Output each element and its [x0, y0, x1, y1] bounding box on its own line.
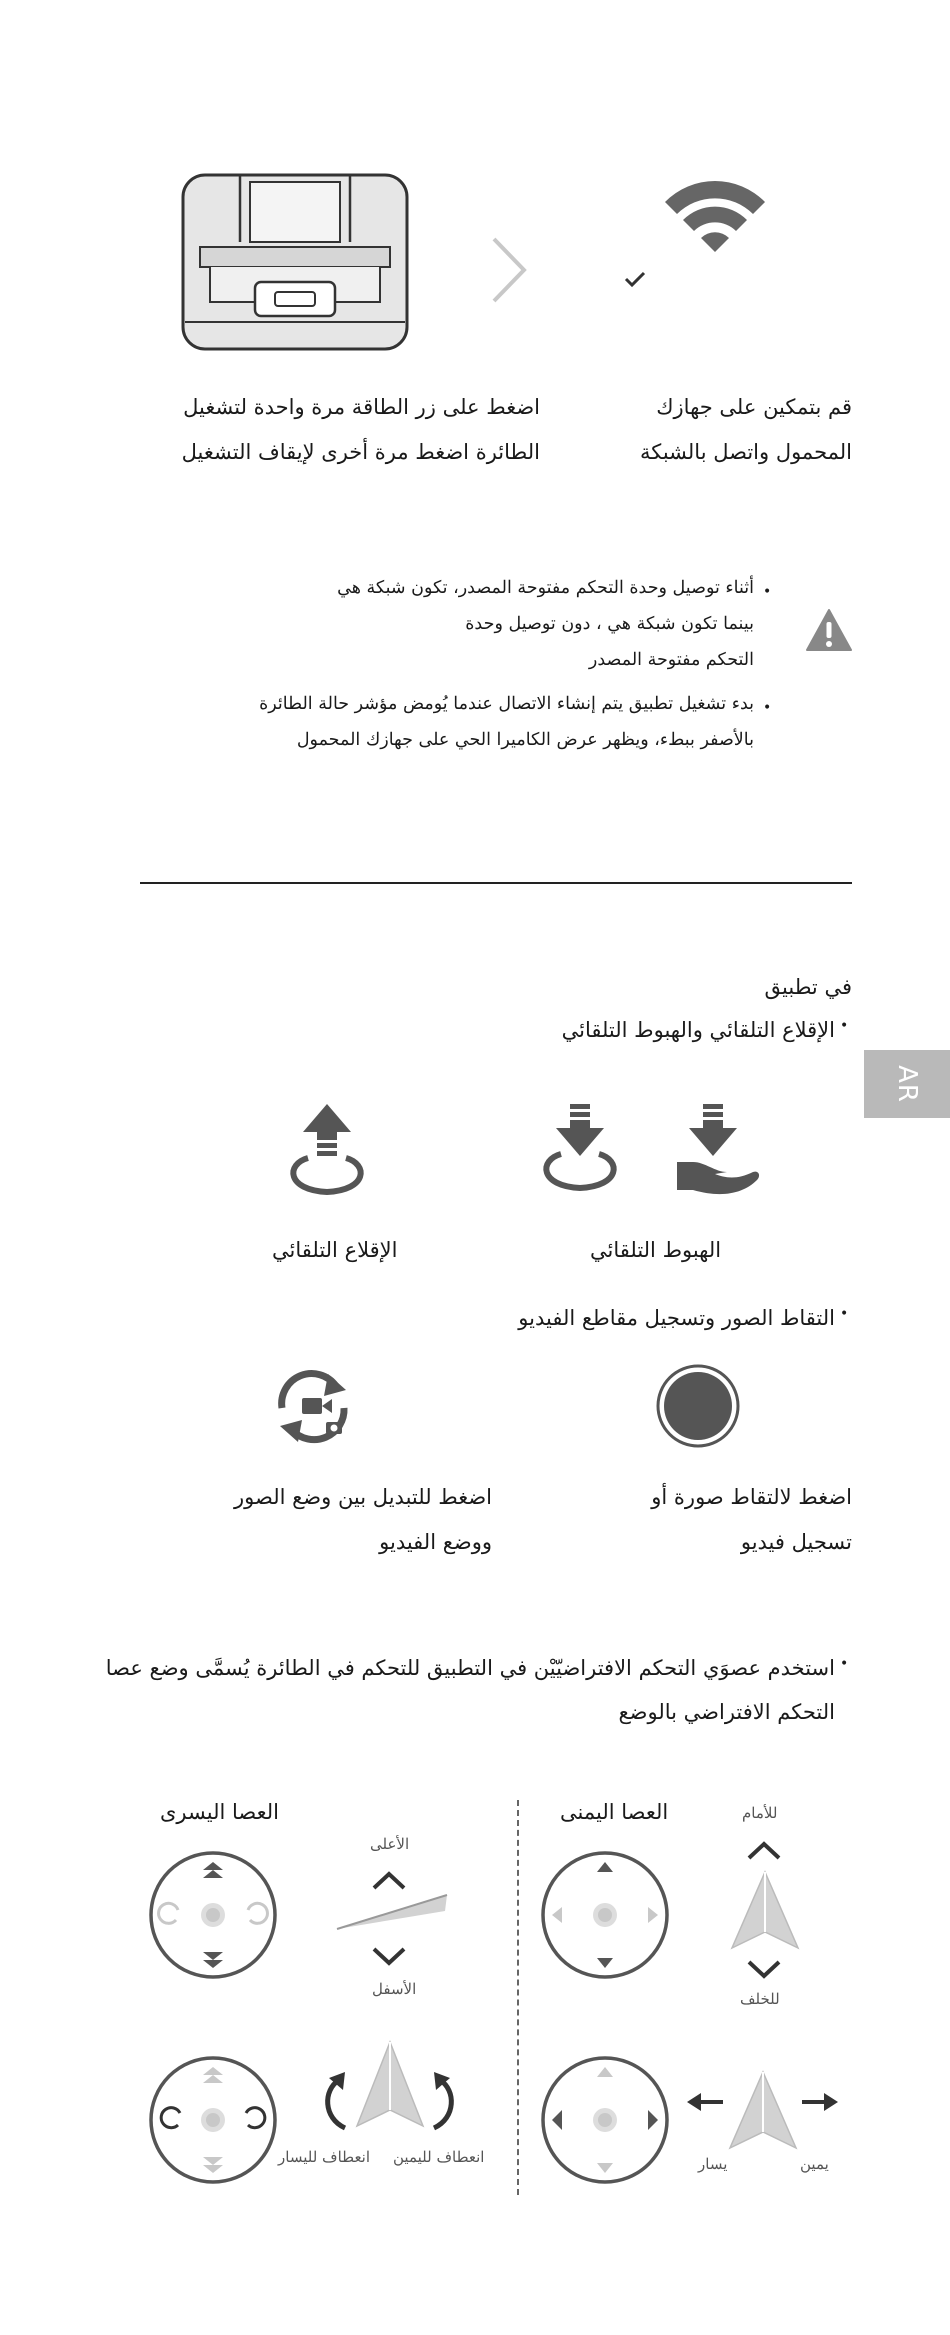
bullet-dot: •	[763, 700, 772, 716]
turn-left-arrow-icon	[315, 2070, 351, 2130]
landing-label: الهبوط التلقائي	[590, 1238, 722, 1262]
note2-line2: بالأصفر ببطء، ويظهر عرض الكاميرا الحي على جهازك المحمول	[296, 730, 754, 750]
forward-chevron-icon	[745, 1838, 783, 1862]
right-stick-title: العصا اليمنى	[560, 1800, 669, 1824]
note2-line1: بدء تشغيل تطبيق يتم إنشاء الاتصال عندما يُومض مؤشر حالة الطائرة	[259, 694, 754, 714]
turn-left-label: انعطاف لليسار	[278, 2148, 371, 2166]
wifi-icon	[660, 172, 770, 252]
step-one-caption-line2: المحمول واتصل بالشبكة	[639, 440, 852, 464]
shutter-caption-line2: تسجيل فيديو	[740, 1530, 852, 1554]
up-chevron-icon	[370, 1868, 408, 1892]
right-label: يمين	[800, 2155, 829, 2173]
shutter-button-icon[interactable]	[656, 1364, 740, 1448]
note1-line2: بينما تكون شبكة هي ، دون توصيل وحدة	[465, 614, 754, 634]
down-chevron-icon	[370, 1945, 408, 1969]
up-label: الأعلى	[370, 1835, 410, 1853]
chevron-right-icon	[490, 235, 530, 305]
left-stick-yaw-joystick[interactable]	[148, 2055, 278, 2185]
down-label: الأسفل	[372, 1980, 417, 1998]
bullet-dot: •	[763, 584, 772, 600]
shutter-caption-line1: اضغط لالتقاط صورة أو	[651, 1485, 852, 1509]
bullet-takeoff-landing: الإقلاع التلقائي والهبوط التلقائي	[561, 1018, 835, 1042]
aircraft-forward-icon	[730, 1870, 800, 1950]
bullet-dot: •	[840, 1656, 849, 1672]
bullet-sticks-line1: استخدم عصوَي التحكم الافتراضيّيْن في التطبيق للتحكم في الطائرة يُسمَّى وضع عصا	[105, 1656, 835, 1680]
backward-chevron-icon	[745, 1958, 783, 1982]
forward-label: للأمام	[742, 1804, 778, 1822]
section-divider	[140, 882, 852, 884]
bullet-capture: التقاط الصور وتسجيل مقاطع الفيديو	[518, 1306, 835, 1330]
aircraft-side-icon	[335, 1893, 450, 1933]
right-arrow-icon	[800, 2090, 840, 2114]
bullet-dot: •	[840, 1306, 849, 1322]
aircraft-yaw-icon	[355, 2040, 425, 2130]
switch-caption-line2: ووضع الفيديو	[379, 1530, 492, 1554]
left-stick-throttle-joystick[interactable]	[148, 1850, 278, 1980]
auto-takeoff-icon[interactable]	[282, 1102, 372, 1202]
takeoff-label: الإقلاع التلقائي	[272, 1238, 398, 1262]
turn-right-label: انعطاف لليمين	[393, 2148, 485, 2166]
hand-landing-icon[interactable]	[675, 1102, 765, 1202]
right-stick-roll-joystick[interactable]	[540, 2055, 670, 2185]
aircraft-power-button-illustration	[180, 172, 410, 352]
app-heading: في تطبيق	[764, 975, 852, 999]
left-label: يسار	[698, 2155, 728, 2173]
note1-line3: التحكم مفتوحة المصدر	[588, 650, 754, 670]
warning-icon	[805, 608, 853, 652]
right-stick-pitch-joystick[interactable]	[540, 1850, 670, 1980]
bullet-dot: •	[840, 1018, 849, 1034]
center-dashed-divider	[517, 1800, 519, 2195]
bullet-sticks-line2: التحكم الافتراضي بالوضع	[618, 1700, 835, 1724]
note1-line1: أثناء توصيل وحدة التحكم مفتوحة المصدر، تكون شبكة هي	[337, 578, 754, 598]
left-stick-title: العصا اليسرى	[160, 1800, 279, 1824]
switch-caption-line1: اضغط للتبديل بين وضع الصور	[234, 1485, 492, 1509]
turn-right-arrow-icon	[428, 2070, 464, 2130]
aircraft-roll-icon	[728, 2070, 798, 2150]
language-tab: AR	[864, 1050, 950, 1118]
left-arrow-icon	[685, 2090, 725, 2114]
check-icon	[624, 270, 646, 288]
step-one-caption-line1: قم بتمكين على جهازك	[656, 395, 852, 419]
step-two-caption-line1: اضغط على زر الطاقة مرة واحدة لتشغيل	[183, 395, 540, 419]
switch-photo-video-icon[interactable]	[266, 1368, 362, 1446]
backward-label: للخلف	[740, 1990, 780, 2008]
auto-landing-icon[interactable]	[535, 1102, 625, 1202]
step-two-caption-line2: الطائرة اضغط مرة أخرى لإيقاف التشغيل	[181, 440, 540, 464]
